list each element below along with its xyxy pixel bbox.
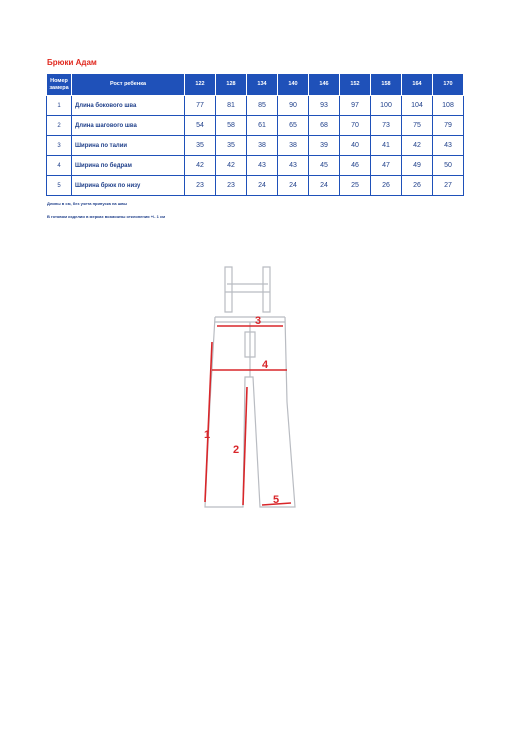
measure-value: 68 [309,116,340,136]
measure-value: 100 [371,96,402,116]
measure-value: 27 [433,176,464,196]
measure-value: 26 [402,176,433,196]
overalls-outline [205,267,295,507]
table-row [47,96,464,116]
measure-value: 42 [402,136,433,156]
measure-value: 24 [278,176,309,196]
measure-value: 70 [340,116,371,136]
measure-value: 85 [247,96,278,116]
table-row [47,176,464,196]
measure-value: 23 [216,176,247,196]
note-units: Длины в см, без учета припуска на швы [47,201,127,206]
header-size: 140 [278,74,309,96]
measure-value: 23 [185,176,216,196]
measure-value: 90 [278,96,309,116]
marker-2: 2 [233,444,240,456]
measure-value: 50 [433,156,464,176]
header-size: 170 [433,74,464,96]
measure-value: 39 [309,136,340,156]
measure-name: Ширина брюк по низу [72,176,185,196]
measure-value: 40 [340,136,371,156]
measure-number: 4 [47,156,72,176]
measure-value: 38 [247,136,278,156]
measure-value: 65 [278,116,309,136]
measure-value: 47 [371,156,402,176]
overalls-drawing [195,262,315,522]
measure-value: 26 [371,176,402,196]
measure-value: 38 [278,136,309,156]
measure-value: 49 [402,156,433,176]
marker-3: 3 [255,315,262,327]
marker-4: 4 [262,359,269,371]
table-row [47,116,464,136]
header-child-height: Рост ребенка [72,74,185,96]
measure-value: 43 [278,156,309,176]
measure-value: 24 [247,176,278,196]
measure-name: Ширина по бедрам [72,156,185,176]
measure-number: 1 [47,96,72,116]
measure-number: 5 [47,176,72,196]
measure-value: 35 [185,136,216,156]
measure-name: Длина шагового шва [72,116,185,136]
measure-value: 43 [433,136,464,156]
measure-value: 42 [185,156,216,176]
measure-value: 61 [247,116,278,136]
measure-value: 75 [402,116,433,136]
measure-value: 43 [247,156,278,176]
size-chart-table [46,73,464,196]
measure-value: 93 [309,96,340,116]
measure-value: 25 [340,176,371,196]
measure-value: 108 [433,96,464,116]
measure-value: 97 [340,96,371,116]
measurement-lines [205,326,291,505]
measure-name: Длина бокового шва [72,96,185,116]
measure-value: 73 [371,116,402,136]
table-row [47,156,464,176]
measure-value: 81 [216,96,247,116]
header-size: 134 [247,74,278,96]
header-size: 158 [371,74,402,96]
marker-1: 1 [204,429,211,441]
measure-number: 3 [47,136,72,156]
measure-value: 45 [309,156,340,176]
header-measure-number: Номер замера [47,74,72,96]
measure-value: 46 [340,156,371,176]
note-tolerance: В готовом изделии в мерках возможны отклонения +/- 1 см [47,214,166,219]
measure-value: 77 [185,96,216,116]
table-header-row [47,74,464,96]
measure-value: 58 [216,116,247,136]
measure-value: 35 [216,136,247,156]
measure-value: 42 [216,156,247,176]
header-size: 122 [185,74,216,96]
marker-5: 5 [273,494,280,506]
measure-number: 2 [47,116,72,136]
header-size: 128 [216,74,247,96]
measure-value: 79 [433,116,464,136]
measure-value: 24 [309,176,340,196]
page-title: Брюки Адам [47,58,97,67]
measure-name: Ширина по талии [72,136,185,156]
measure-value: 41 [371,136,402,156]
header-size: 152 [340,74,371,96]
measure-value: 104 [402,96,433,116]
header-size: 146 [309,74,340,96]
header-size: 164 [402,74,433,96]
table-row [47,136,464,156]
measure-value: 54 [185,116,216,136]
